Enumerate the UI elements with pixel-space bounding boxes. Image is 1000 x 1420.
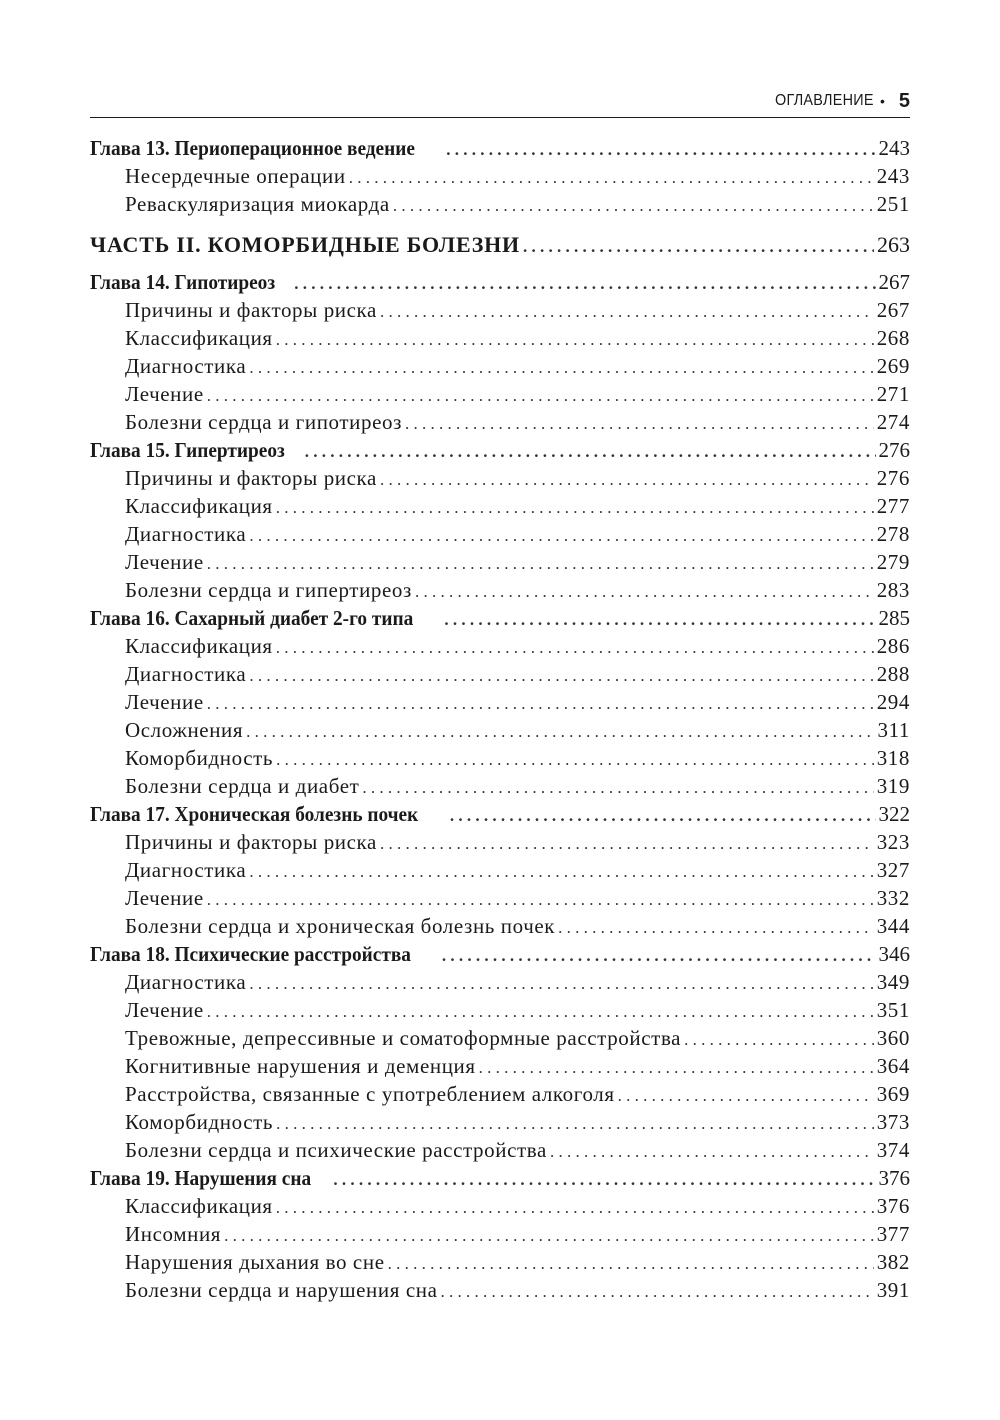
toc-section-entry[interactable] [90,772,910,800]
dot-leader [362,772,873,800]
toc-section-entry[interactable] [90,1024,910,1052]
toc-entry-title: Лечение [125,550,204,574]
toc-entry-page: 344 [876,914,910,938]
toc-entry-title: Болезни сердца и диабет [125,774,360,798]
toc-entry-page: 276 [876,466,910,490]
toc-entry-page: 277 [876,494,910,518]
toc-section-entry[interactable] [90,1108,910,1136]
toc-section-entry[interactable] [90,324,910,352]
toc-section-entry[interactable] [90,1248,910,1276]
toc-entry-title: Несердечные операции [125,164,346,188]
toc-entry-page: 274 [876,410,910,434]
dot-leader [207,548,874,576]
running-header [90,88,910,114]
toc-section-entry[interactable] [90,996,910,1024]
toc-section-entry[interactable] [90,162,910,190]
toc-entry-title: Классификация [125,1194,273,1218]
dot-leader [249,856,873,884]
toc-entry-page: 286 [876,634,910,658]
toc-entry-page: 285 [878,606,910,630]
toc-entry-title: Коморбидность [125,1110,274,1134]
toc-entry-title: Тревожные, депрессивные и соматоформные расстройства [125,1026,682,1050]
page-number: 5 [898,89,910,112]
dot-leader [380,296,874,324]
toc-entry-title: Глава 18. Психические расстройства [90,942,411,966]
dot-leader [207,884,874,912]
toc-part-entry[interactable] [90,228,910,262]
toc-entry-title: Болезни сердца и гипотиреоз [125,410,403,434]
dot-leader [207,380,874,408]
toc-entry-page: 278 [876,522,910,546]
toc-entry-title: Классификация [125,326,273,350]
toc-section-entry[interactable] [90,912,910,940]
toc-entry-title: Глава 14. Гипотиреоз [90,270,276,294]
running-header-section: ОГЛАВЛЕНИЕ [775,92,874,109]
toc-entry-page: 377 [876,1222,910,1246]
toc-entry-page: 267 [876,298,910,322]
toc-entry-page: 276 [878,438,910,462]
dot-leader [380,828,874,856]
toc-entry-page: 268 [876,326,910,350]
dot-leader [415,576,874,604]
toc-entry-title: Когнитивные нарушения и деменция [125,1054,476,1078]
toc-section-entry[interactable] [90,548,910,576]
toc-section-entry[interactable] [90,632,910,660]
toc-entry-title: Болезни сердца и нарушения сна [125,1278,438,1302]
toc-entry-page: 318 [876,746,910,770]
dot-leader [388,1248,874,1276]
toc-entry-title: Реваскуляризация миокарда [125,192,390,216]
toc-section-entry[interactable] [90,828,910,856]
toc-section-entry[interactable] [90,1220,910,1248]
dot-leader [276,492,874,520]
dot-leader [207,996,874,1024]
toc-entry-title: Глава 16. Сахарный диабет 2-го типа [90,606,414,630]
toc-entry-title: Причины и факторы риска [125,466,377,490]
toc-entry-page: 349 [876,970,910,994]
dot-leader [333,1164,875,1192]
toc-entry-page: 382 [876,1250,910,1274]
dot-leader [276,632,874,660]
toc-entry-page: 376 [878,1166,910,1190]
toc-entry-title: Лечение [125,382,204,406]
toc-section-entry[interactable] [90,408,910,436]
toc-section-entry[interactable] [90,688,910,716]
dot-leader [393,190,874,218]
toc-section-entry[interactable] [90,190,910,218]
toc-section-entry[interactable] [90,1052,910,1080]
toc-entry-title: Причины и факторы риска [125,298,377,322]
toc-entry-title: Диагностика [125,662,247,686]
dot-leader [224,1220,874,1248]
toc-section-entry[interactable] [90,716,910,744]
dot-leader [207,688,874,716]
toc-section-entry[interactable] [90,884,910,912]
toc-entry-title: Болезни сердца и психические расстройства [125,1138,547,1162]
header-rule [90,117,910,118]
dot-leader [276,324,874,352]
dot-leader [405,408,874,436]
toc-entry-title: Глава 13. Периоперационное ведение [90,136,415,160]
toc-section-entry[interactable] [90,520,910,548]
dot-leader [479,1052,874,1080]
toc-section-entry[interactable] [90,856,910,884]
toc-entry-page: 267 [878,270,910,294]
toc-section-entry[interactable] [90,1136,910,1164]
toc-entry-title: Диагностика [125,970,247,994]
toc-entry-page: 373 [876,1110,910,1134]
toc-chapter-entry[interactable] [90,134,910,162]
dot-leader [380,464,874,492]
toc-entry-title: Осложнения [125,718,244,742]
toc-entry-title: Диагностика [125,354,247,378]
toc-chapter-entry[interactable] [90,1164,910,1192]
toc-entry-page: 323 [876,830,910,854]
toc-entry-page: 283 [876,578,910,602]
running-header-bullet: • [879,93,885,109]
toc-chapter-entry[interactable] [90,268,910,296]
toc-entry-title: Лечение [125,998,204,1022]
toc-entry-page: 322 [878,802,910,826]
toc-section-entry[interactable] [90,1276,910,1304]
toc-entry-page: 346 [878,942,910,966]
dot-leader [249,968,873,996]
toc-section-entry[interactable] [90,1192,910,1220]
toc-entry-page: 376 [876,1194,910,1218]
toc-entry-page: 360 [876,1026,910,1050]
toc-section-entry[interactable] [90,576,910,604]
toc-entry-page: 391 [876,1278,910,1302]
toc-entry-title: Классификация [125,634,273,658]
toc-entry-title: Нарушения дыхания во сне [125,1250,385,1274]
dot-leader [246,716,874,744]
dot-leader [294,268,875,296]
toc-entry-title: Инсомния [125,1222,222,1246]
toc-section-entry[interactable] [90,1080,910,1108]
dot-leader [446,134,875,162]
dot-leader [550,1136,874,1164]
toc-chapter-entry[interactable] [90,604,910,632]
toc-section-entry[interactable] [90,464,910,492]
dot-leader [523,228,874,262]
toc-entry-page: 332 [876,886,910,910]
dot-leader [441,1276,874,1304]
toc-entry-page: 263 [877,232,910,257]
toc-entry-title: Лечение [125,886,204,910]
toc-entry-title: Болезни сердца и гипертиреоз [125,578,412,602]
dot-leader [450,800,876,828]
toc-chapter-entry[interactable] [90,940,910,968]
dot-leader [249,352,873,380]
toc-entry-page: 243 [878,136,910,160]
toc-section-entry[interactable] [90,492,910,520]
toc-entry-page: 351 [876,998,910,1022]
toc-entry-page: 319 [876,774,910,798]
dot-leader [558,912,874,940]
toc-entry-page: 271 [876,382,910,406]
toc-entry-page: 369 [876,1082,910,1106]
toc-entry-title: Классификация [125,494,273,518]
toc-entry-title: Глава 19. Нарушения сна [90,1166,312,1190]
dot-leader [442,940,876,968]
toc-entry-title: Болезни сердца и хроническая болезнь почек [125,914,556,938]
toc-entry-title: Диагностика [125,522,247,546]
toc-section-entry[interactable] [90,968,910,996]
toc-entry-title: ЧАСТЬ II. КОМОРБИДНЫЕ БОЛЕЗНИ [90,232,520,257]
dot-leader [618,1080,874,1108]
toc-entry-title: Глава 15. Гипертиреоз [90,438,285,462]
toc-entry-title: Причины и факторы риска [125,830,377,854]
toc-entry-page: 294 [876,690,910,714]
dot-leader [276,744,874,772]
toc-entry-page: 269 [876,354,910,378]
toc-section-entry[interactable] [90,744,910,772]
toc-chapter-entry[interactable] [90,436,910,464]
dot-leader [349,162,874,190]
toc-entry-page: 243 [876,164,910,188]
dot-leader [276,1108,874,1136]
toc-entry-title: Коморбидность [125,746,274,770]
toc-entry-title: Диагностика [125,858,247,882]
toc-entry-page: 251 [876,192,910,216]
toc-entry-title: Глава 17. Хроническая болезнь почек [90,802,419,826]
toc-section-entry[interactable] [90,352,910,380]
toc-entry-page: 279 [876,550,910,574]
dot-leader [305,436,876,464]
dot-leader [249,660,873,688]
toc-entry-page: 311 [877,718,910,742]
toc-section-entry[interactable] [90,380,910,408]
toc-section-entry[interactable] [90,660,910,688]
dot-leader [684,1024,874,1052]
dot-leader [249,520,873,548]
table-of-contents [90,134,910,1304]
toc-entry-title: Лечение [125,690,204,714]
dot-leader [276,1192,874,1220]
toc-entry-page: 364 [876,1054,910,1078]
toc-entry-page: 288 [876,662,910,686]
toc-chapter-entry[interactable] [90,800,910,828]
toc-section-entry[interactable] [90,296,910,324]
toc-entry-page: 327 [876,858,910,882]
dot-leader [444,604,875,632]
toc-entry-page: 374 [876,1138,910,1162]
toc-entry-title: Расстройства, связанные с употреблением алкоголя [125,1082,615,1106]
